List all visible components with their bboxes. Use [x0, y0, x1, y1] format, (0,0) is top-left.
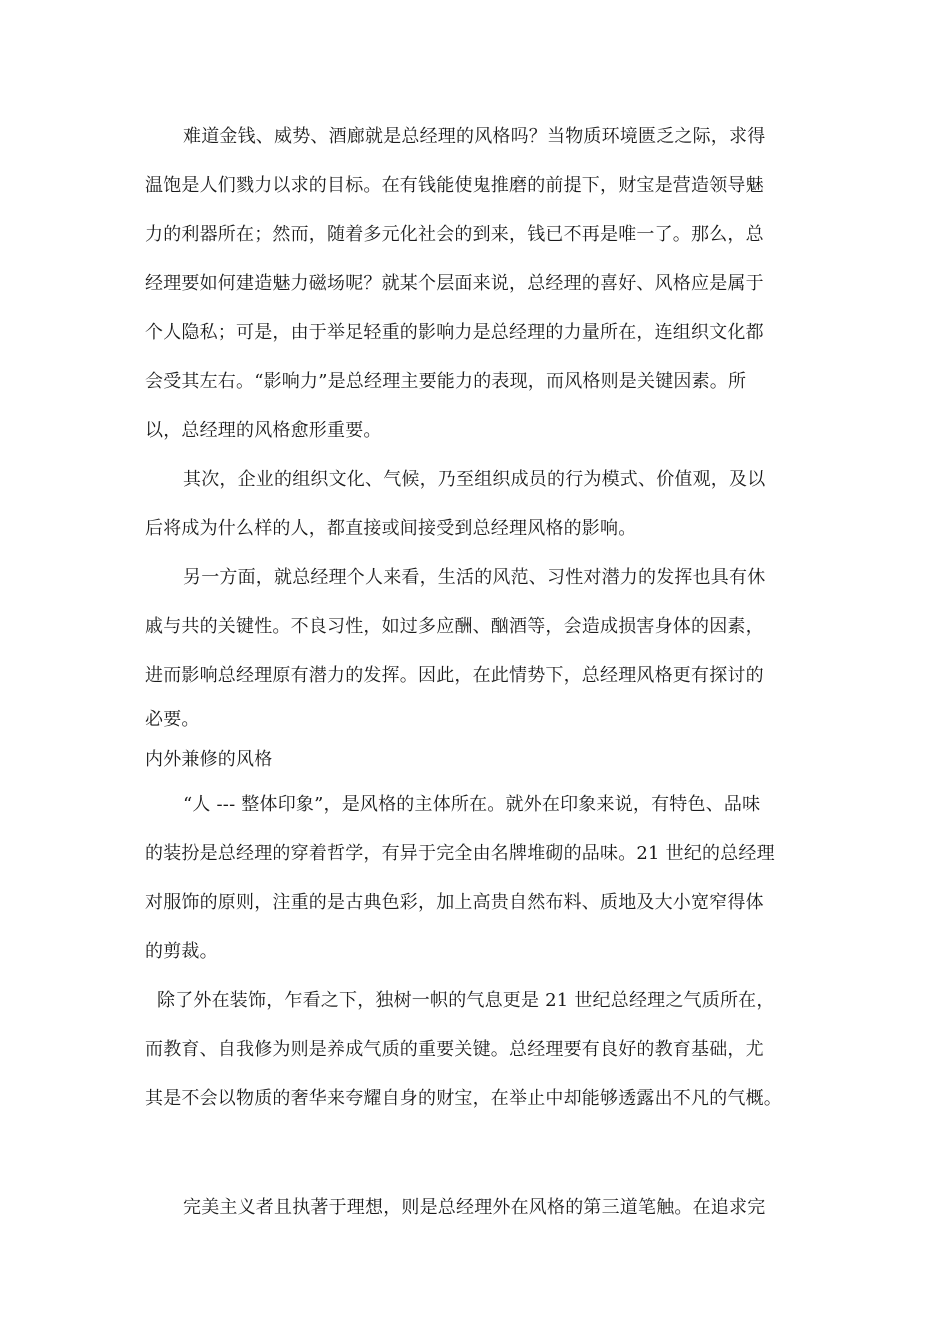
- paragraph-6: [145, 1183, 810, 1232]
- blank-spacer: [145, 1123, 810, 1183]
- text-line: 后将成为什么样的人，都直接或间接受到总经理风格的影响。: [145, 518, 637, 539]
- text-line: 而教育、自我修为则是养成气质的重要关键。总经理要有良好的教育基础，尤: [145, 1039, 764, 1060]
- text-line: 经理要如何建造魅力磁场呢？就某个层面来说，总经理的喜好、风格应是属于: [145, 273, 764, 294]
- text-line: 的装扮是总经理的穿着哲学，有异于完全由名牌堆砌的品味。21 世纪的总经理: [145, 843, 775, 864]
- text-line: 的剪裁。: [145, 941, 218, 962]
- text-line: 个人隐私；可是，由于举足轻重的影响力是总经理的力量所在，连组织文化都: [145, 322, 764, 343]
- text-line: 除了外在装饰，乍看之下，独树一帜的气息更是 21 世纪总经理之气质所在，: [157, 990, 775, 1011]
- text-line: 以，总经理的风格愈形重要。: [145, 420, 382, 441]
- document-page: [145, 112, 810, 1232]
- text-line: 温饱是人们戮力以求的目标。在有钱能使鬼推磨的前提下，财宝是营造领导魅: [145, 175, 764, 196]
- text-line: 其次，企业的组织文化、气候，乃至组织成员的行为模式、价值观，及以: [183, 469, 766, 490]
- paragraph-1: [145, 112, 810, 455]
- paragraph-2: [145, 455, 810, 553]
- text-line: 其是不会以物质的奢华来夸耀自身的财宝，在举止中却能够透露出不凡的气概。: [145, 1088, 782, 1109]
- text-line: 必要。: [145, 709, 200, 730]
- heading-text: 内外兼修的风格: [145, 749, 273, 770]
- section-heading: [145, 740, 810, 780]
- text-line: 力的利器所在；然而，随着多元化社会的到来，钱已不再是唯一了。那么，总: [145, 224, 764, 245]
- paragraph-4: [145, 780, 810, 976]
- text-line: 完美主义者且执著于理想，则是总经理外在风格的第三道笔触。在追求完: [183, 1197, 766, 1218]
- text-line: 另一方面，就总经理个人来看，生活的风范、习性对潜力的发挥也具有休: [183, 567, 766, 588]
- text-line: 戚与共的关键性。不良习性，如过多应酬、酗酒等，会造成损害身体的因素，: [145, 616, 764, 637]
- text-line: 难道金钱、威势、酒廊就是总经理的风格吗？当物质环境匮乏之际，求得: [183, 126, 766, 147]
- text-line: 会受其左右。“影响力”是总经理主要能力的表现，而风格则是关键因素。所: [145, 371, 747, 392]
- text-line: 对服饰的原则，注重的是古典色彩，加上高贵自然布料、质地及大小宽窄得体: [145, 892, 764, 913]
- text-line: 进而影响总经理原有潜力的发挥。因此，在此情势下，总经理风格更有探讨的: [145, 665, 764, 686]
- paragraph-5: [145, 976, 810, 1123]
- paragraph-3: [145, 553, 810, 740]
- text-line: “人 --- 整体印象”，是风格的主体所在。就外在印象来说，有特色、品味: [183, 794, 761, 815]
